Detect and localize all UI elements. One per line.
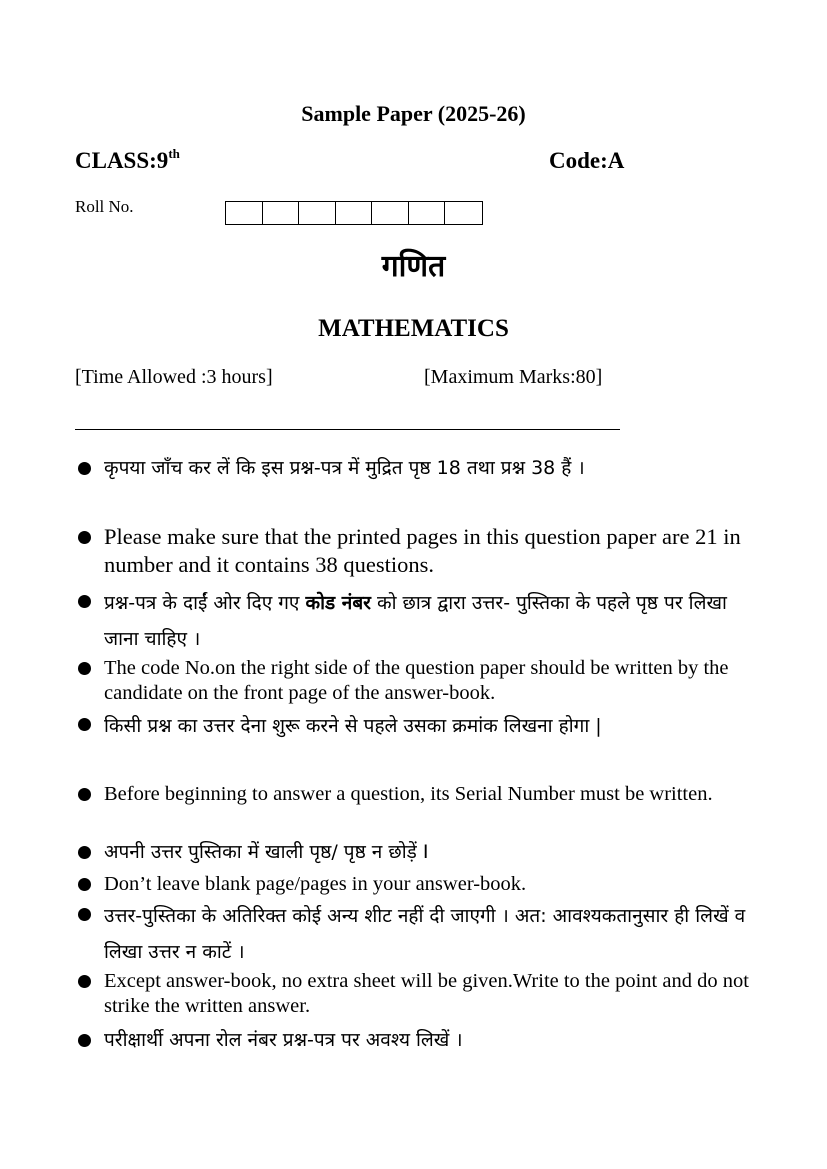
divider-line — [75, 429, 620, 430]
roll-number-box — [299, 202, 336, 224]
roll-number-box — [445, 202, 482, 224]
instruction-text: उत्तर-पुस्तिका के अतिरिक्त कोई अन्य शीट नहीं दी जाएगी । अत: आवश्यकतानुसार ही लिखें व लिखा उत्तर न काटें । — [104, 905, 746, 963]
paper-code: Code:A — [549, 148, 625, 173]
roll-number-box — [263, 202, 300, 224]
roll-number-box — [409, 202, 446, 224]
bullet-icon — [78, 462, 91, 475]
instruction-text: Don’t leave blank page/pages in your answer-book. — [104, 873, 527, 895]
bullet-icon — [78, 878, 91, 891]
code-number-emphasis: कोड नंबर — [305, 592, 371, 614]
instruction-text-part: को छात्र द्वारा उत्तर- पुस्तिका के पहले पृष्ठ पर लिखा जाना चाहिए । — [104, 592, 727, 650]
roll-number-label: Roll No. — [75, 197, 134, 216]
class-text: CLASS:9 — [75, 148, 169, 173]
bullet-icon — [78, 662, 91, 675]
bullet-icon — [78, 1034, 91, 1047]
instruction-text: Before beginning to answer a question, its Serial Number must be written. — [104, 783, 713, 805]
class-label — [75, 148, 180, 174]
roll-number-box — [372, 202, 409, 224]
time-allowed: [Time Allowed :3 hours] — [75, 366, 273, 388]
instruction-text: Please make sure that the printed pages in this question paper are 21 in number and it contains 38 questions. — [104, 524, 741, 577]
instruction-text: Except answer-book, no extra sheet will be given.Write to the point and do not strike the written answer. — [104, 970, 749, 1017]
bullet-icon — [78, 975, 91, 988]
bullet-icon — [78, 718, 91, 731]
subject-title-english: MATHEMATICS — [318, 315, 509, 342]
bullet-icon — [78, 531, 91, 544]
instruction-text-part: प्रश्न-पत्र के दाईं ओर दिए गए — [104, 592, 306, 614]
roll-number-boxes — [225, 201, 483, 225]
bullet-icon — [78, 908, 91, 921]
bullet-icon — [78, 846, 91, 859]
bullet-icon — [78, 595, 91, 608]
instruction-text — [104, 585, 754, 657]
class-suffix: th — [168, 146, 180, 161]
bullet-icon — [78, 788, 91, 801]
roll-number-box — [226, 202, 263, 224]
roll-number-box — [336, 202, 373, 224]
maximum-marks: [Maximum Marks:80] — [424, 366, 603, 388]
instruction-text: परीक्षार्थी अपना रोल नंबर प्रश्न-पत्र पर अवश्य लिखें । — [104, 1029, 463, 1051]
subject-title-hindi: गणित — [381, 249, 446, 284]
paper-title: Sample Paper (2025-26) — [301, 101, 526, 126]
instruction-text: अपनी उत्तर पुस्तिका में खाली पृष्ठ/ पृष्ठ न छोड़ें I — [104, 841, 429, 863]
instruction-text: कृपया जाँच कर लें कि इस प्रश्न-पत्र में मुद्रित पृष्ठ 18 तथा प्रश्न 38 हैं । — [104, 457, 585, 479]
instruction-text: The code No.on the right side of the question paper should be written by the candidate on the front page of the answer-book. — [104, 657, 729, 704]
instruction-text: किसी प्रश्न का उत्तर देना शुरू करने से पहले उसका क्रमांक लिखना होगा | — [104, 715, 602, 737]
